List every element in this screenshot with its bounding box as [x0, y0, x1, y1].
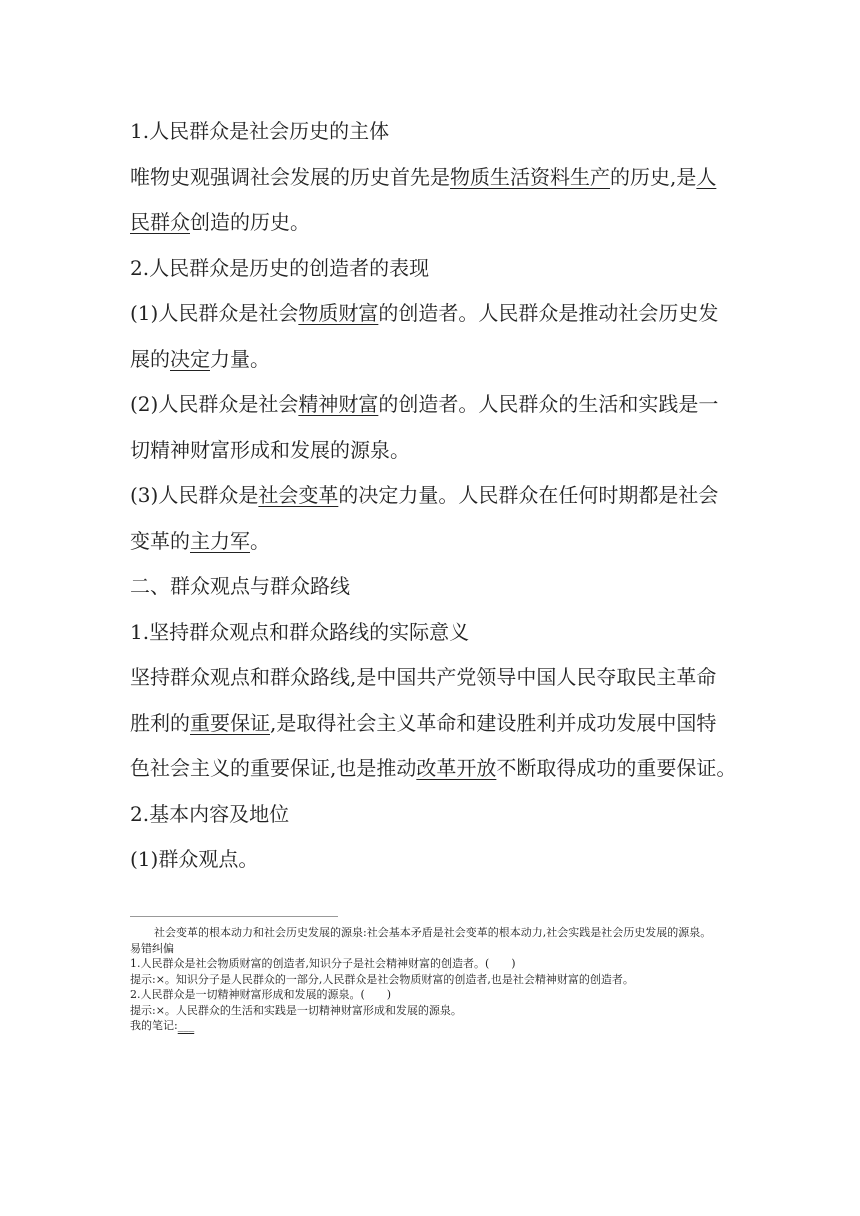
text-segment: 2.基本内容及地位 — [130, 801, 290, 826]
main-content — [130, 109, 735, 883]
text-line — [130, 337, 735, 383]
text-segment: 2.人民群众是历史的创造者的表现 — [130, 255, 430, 280]
notes-section — [130, 925, 740, 1034]
my-notes-blank[interactable]: ___ — [177, 1019, 195, 1032]
text-line — [130, 428, 735, 474]
question-2: 2.人民群众是一切精神财富形成和发展的源泉。( ) — [130, 988, 392, 1001]
text-line — [130, 701, 735, 747]
my-notes — [130, 1018, 740, 1034]
underlined-term: 决定 — [170, 346, 210, 371]
text-segment: ,是取得社会主义革命和建设胜利并成功发展中国特 — [270, 710, 717, 735]
text-segment: 。 — [250, 528, 270, 553]
underlined-term: 物质生活资料生产 — [450, 164, 610, 189]
error-correction-title: 易错纠偏 — [130, 941, 174, 955]
text-segment: 1.坚持群众观点和群众路线的实际意义 — [130, 619, 470, 644]
text-segment: (2)人民群众是社会 — [130, 392, 299, 416]
text-line — [130, 610, 735, 656]
text-line — [130, 200, 735, 246]
text-segment: 切精神财富形成和发展的源泉。 — [130, 437, 410, 462]
underlined-term: 社会变革 — [258, 483, 339, 507]
text-segment: 的创造者。人民群众的生活和实践是一 — [378, 392, 719, 416]
text-segment: 展的 — [130, 346, 170, 371]
text-line — [130, 564, 735, 610]
text-segment: 的创造者。人民群众是推动社会历史发 — [378, 301, 719, 325]
text-segment: 唯物史观强调社会发展的历史首先是 — [130, 164, 450, 189]
my-notes-label: 我的笔记: — [130, 1019, 178, 1032]
footnote-text: 社会变革的根本动力和社会历史发展的源泉:社会基本矛盾是社会变革的根本动力,社会实践是社会历史发展的源泉。 — [154, 926, 712, 939]
answer-2: 提示:×。人民群众的生活和实践是一切精神财富形成和发展的源泉。 — [130, 1003, 462, 1017]
text-segment: (1)人民群众是社会 — [130, 301, 299, 325]
underlined-term: 主力军 — [190, 528, 250, 553]
underlined-term: 物质财富 — [298, 301, 379, 325]
text-segment: 不断取得成功的重要保证。 — [496, 756, 737, 780]
text-line — [130, 746, 735, 792]
underlined-term: 人 — [696, 164, 717, 189]
text-line — [130, 473, 735, 519]
text-segment: (3)人民群众是 — [130, 483, 259, 507]
text-line — [130, 837, 735, 883]
text-segment: (1)群众观点。 — [130, 847, 259, 871]
text-segment: 二、群众观点与群众路线 — [130, 574, 350, 598]
text-segment: 坚持群众观点和群众路线,是中国共产党领导中国人民夺取民主革命 — [130, 665, 717, 689]
text-line — [130, 792, 735, 838]
text-line — [130, 382, 735, 428]
answer-1: 提示:×。知识分子是人民群众的一部分,人民群众是社会物质财富的创造者,也是社会精神财富的创造者。 — [130, 972, 634, 986]
question-1: 1.人民群众是社会物质财富的创造者,知识分子是社会精神财富的创造者。( ) — [130, 957, 516, 970]
underlined-term: 改革开放 — [416, 756, 497, 780]
text-line — [130, 246, 735, 292]
text-line — [130, 155, 735, 201]
underlined-term: 精神财富 — [298, 392, 379, 416]
text-segment: 色社会主义的重要保证,也是推动 — [130, 756, 417, 780]
text-segment: 的历史,是 — [610, 164, 697, 189]
text-segment: 的决定力量。人民群众在任何时期都是社会 — [338, 483, 719, 507]
underlined-term: 重要保证 — [190, 710, 270, 735]
text-line — [130, 109, 735, 155]
text-segment: 变革的 — [130, 528, 190, 553]
text-segment: 胜利的 — [130, 710, 190, 735]
text-segment: 1.人民群众是社会历史的主体 — [130, 119, 390, 143]
underlined-term: 民群众 — [130, 210, 190, 234]
text-segment: 力量。 — [210, 346, 270, 371]
text-segment: 创造的历史。 — [190, 210, 310, 234]
footnote-divider — [130, 916, 338, 917]
text-line — [130, 519, 735, 565]
text-line — [130, 655, 735, 701]
text-line — [130, 291, 735, 337]
